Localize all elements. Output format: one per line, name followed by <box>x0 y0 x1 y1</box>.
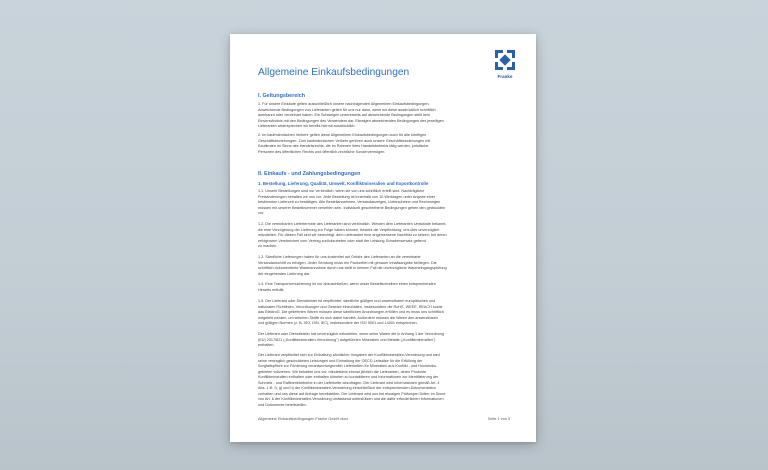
text-line: Personen des öffentlichen Rechts und öffentlich-rechtliche Sondervermögen. <box>258 149 386 154</box>
text-line: Einverständnis mit den Bedingungen des Verwenders dar. Etwaigen abweichenden Bedingungen des jeweiligen <box>258 118 444 123</box>
text-line: und gültigen Normen (z. B. ISO, DIN, IEC), insbesondere der ISO 9001 und 14001 entsprechen. <box>258 321 418 325</box>
text-line: das ElektroG. Die gelieferten Waren müssen diese sämtlichen Anordnungen erfüllen und es muss uns schriftlich <box>258 310 444 314</box>
page-title: Allgemeine Einkaufsbedingungen <box>258 67 410 78</box>
text-line: der eingehenden Lieferung dar. <box>258 271 311 276</box>
logo-text: Franke <box>497 74 513 79</box>
text-line: Versandanschrift zu erfolgen. Jeder Sendung muss ein Packzettel mit genauer Inhaltsangabe beiliegen. Die <box>258 260 437 265</box>
text-line: anerkannt oder vereinbart haben. Ein Schweigen unsererseits auf abweichende Bedingungen stellt kein <box>258 113 430 117</box>
text-line: Der Lieferant verpflichtet sich zur Einhaltung sämtlicher Vorgaben der Konfliktmineralien-Verordnung und wird <box>258 353 440 357</box>
text-line: Sorgfaltspflicht zur Förderung verantwortungsvoller Lieferketten für Mineralien aus Konflikt - und Hochrisiko- <box>258 364 438 368</box>
subsection-heading: 1. Bestellung, Lieferung, Qualität, Umwelt, Konfliktmineralien und Exportkontrolle <box>258 181 429 186</box>
text-line: Schmelz - und Raffineriebetriebe in der Lieferkette abzufragen. Der Lieferant wird Informationen gemäß Art. 4 <box>258 380 440 385</box>
text-line: seine vertraglich geschuldeten Leistungen und Einhaltung der OECD-Leitsätze für die Erfüllung der <box>258 358 423 363</box>
text-line: Lieferanten widersprechen wir bereits hiermit ausdrücklich. <box>258 124 356 128</box>
text-line: Hinweis enthält. <box>258 287 285 292</box>
text-line: Konfliktmineralien enthalten oder enthalten könnten zu kontaktieren und Informationen zur Identifizierung der <box>258 375 439 379</box>
text-line: 1. Für unsere Einkäufe gelten ausschließlich unsere nachfolgenden Allgemeinen Einkaufsbedingungen. <box>258 102 430 106</box>
text-line: mitgeteilt werden, um welchen Stoffe es sich dabei handelt. Außerdem müssen die Waren den anwendbaren <box>258 315 439 320</box>
text-line: von Art. 6 der Konfliktmineralien-Verordnung umfassend unterstützen und die dafür erforderlichen Informationen <box>258 397 444 401</box>
paragraph-1-5 <box>258 299 508 327</box>
text-line: bestimmten Lieferzeit zu bestätigen. Alle Bestellannahmen, Versandanzeigen, Lieferscheine und Rechnungen <box>258 200 441 204</box>
text-line: (EU) 2017/821 („Konfliktmineralien-Verordnung") aufgeführten Mineralien und Metalle („Konfliktmineralien") <box>258 337 436 342</box>
text-line: müssen mit unserer Bestellnummer versehen sein. Individuell geschriebene Bedingungen gehen den gedruckten <box>258 205 446 210</box>
text-line: 1.3. Sämtliche Lieferungen haben für uns kostenfrei auf Gefahr des Lieferanten an die vereinbarte <box>258 255 421 259</box>
text-line: vorhalten und uns diese auf Anfrage bereitstellen. Der Lieferant wird uns bei etwaigen Prüfungen Dritter im Sinne <box>258 391 446 396</box>
text-line: Kaufleuten im Sinne des Handelsrechts, die im Rahmen ihres Handelsbetriebs tätig werden, juristische <box>258 144 429 148</box>
document-page <box>230 34 536 442</box>
text-line: 2. Im kaufmännischen Verkehr gelten diese Allgemeinen Einkaufsbedingungen auch für alle künftigen <box>258 133 427 137</box>
text-line: die eine Verzögerung der Lieferung zur Folge haben können, besteht die Verpflichtung, uns dies unverzüglich <box>258 227 440 232</box>
text-line: mitzuteilen. Für diesen Fall sind wir berechtigt, dem Lieferanten eine angemessene Nachfrist zu setzen; bei deren <box>258 233 447 237</box>
text-line: nationalen Richtlinien, Verordnungen und Gesetze einzuhalten, insbesondere die RoHS, WEEE, REACH sowie <box>258 304 443 309</box>
text-line: vor. <box>258 211 265 215</box>
paragraph-1-4 <box>258 282 508 293</box>
text-line: Abs. 1 lit. f), g) und h) der Konfliktmineralien-Verordnung einschließlich der entsprechenden Dokumentation <box>258 386 436 390</box>
text-line: gebieten vollziehen. Wir behalten uns vor, mindestens einmal jährlich die Lieferanten, deren Produkte <box>258 369 427 374</box>
text-line: und Dokumente bereitstellen. <box>258 402 307 407</box>
text-line: Preisänderungen behalten wir uns vor. Jede Bestellung ist innerhalb von 10 Werktagen unter Angabe einer <box>258 194 436 199</box>
paragraph-conflict-minerals-obligations <box>258 353 508 408</box>
footer-page-number: Seite 1 von 3 <box>487 417 510 421</box>
paragraph-1-3 <box>258 255 508 277</box>
text-line: 1.5. Der Lieferant oder Dienstleister ist verpflichtet, sämtliche gültigen und anwendbaren europäischen und <box>258 299 436 303</box>
text-line: erfolglosem Verstreichen vom Vertrag zurückzutreten oder statt der Leistung Schadensersatz geltend <box>258 238 426 243</box>
text-line: Der Lieferant oder Dienstleister hat unverzüglich mitzuteilen, wenn seine Waren die in Anhang 1 der Verordnung <box>258 332 445 336</box>
text-line: schriftlich dokumentierte Warenannahme durch uns stellt in keinem Fall die unverzügliche Wareneingangsprüfung <box>258 266 447 270</box>
text-line: Abweichende Bedingungen von Lieferanten gelten für uns nur dann, wenn wir diese ausdrücklich schriftlich <box>258 107 436 112</box>
text-line: 1.1. Unsere Bestellungen sind nur verbindlich, wenn sie von uns schriftlich erteilt sind. Nachträgliche <box>258 189 425 193</box>
section-heading-einkauf: II. Einkaufs - und Zahlungsbedingungen <box>258 171 361 177</box>
footer-filename: Allgemeine Einkaufsbedingungen Franke GmbH.docx <box>258 417 349 421</box>
paragraph-1 <box>258 102 508 130</box>
franke-logo-icon <box>492 47 518 73</box>
text-line: 1.2. Die vereinbarten Liefertermine des Lieferanten sind verbindlich. Werden dem Lieferanten Umstände bekannt, <box>258 222 447 226</box>
paragraph-conflict-minerals-notice <box>258 332 508 349</box>
text-line: enthalten. <box>258 343 275 347</box>
text-line: zu machen. <box>258 244 278 248</box>
paragraph-2 <box>258 133 508 155</box>
paragraph-1-1 <box>258 189 508 217</box>
section-heading-geltungsbereich: I. Geltungsbereich <box>258 93 306 99</box>
paragraph-1-2 <box>258 222 508 250</box>
text-line: Geschäftsbeziehungen. Zum kaufmännischen Verkehr gehören auch unsere Geschäftsbeziehungen mit <box>258 138 431 143</box>
text-line: 1.4. Eine Transportversicherung ist nur abzuschließen, wenn unser Bestellschreiben einen entsprechenden <box>258 282 436 286</box>
